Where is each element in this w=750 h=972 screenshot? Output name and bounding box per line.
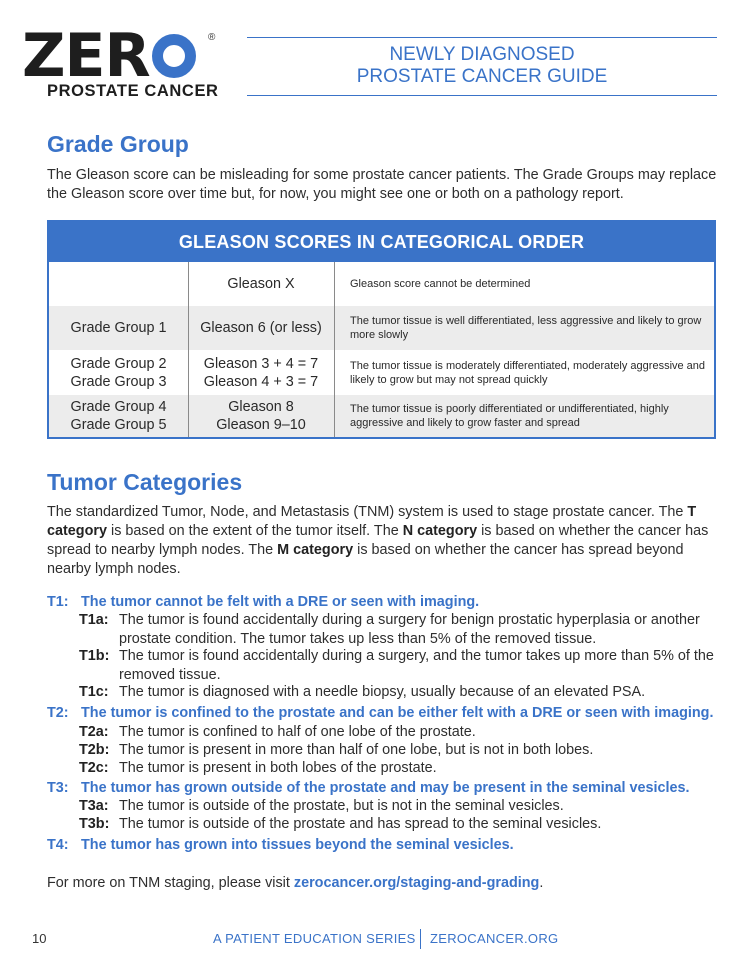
gleason-cell: Gleason 3 + 4 = 7 Gleason 4 + 3 = 7	[203, 355, 319, 390]
footer-series: A PATIENT EDUCATION SERIES	[213, 931, 416, 946]
description-cell: The tumor tissue is moderately differentiated, moderately aggressive and likely to grow but may not spread quickly	[350, 359, 706, 386]
t3b-text: The tumor is outside of the prostate and has spread to the seminal vesicles.	[119, 816, 602, 832]
t2b-text: The tumor is present in more than half of one lobe, but is not in both lobes.	[119, 742, 594, 758]
t-category-term: T category	[47, 504, 697, 539]
logo-word: ZER	[22, 21, 150, 91]
grade-cell: Grade Group 1	[70, 320, 167, 336]
t2c-label: T2c:	[79, 760, 109, 776]
t1c-label: T1c:	[79, 684, 109, 700]
gleason-cell: Gleason 8 Gleason 9–10	[216, 399, 306, 433]
description-cell: Gleason score cannot be determined	[350, 278, 531, 290]
gleason-cell: Gleason 6 (or less)	[200, 320, 322, 336]
logo-subtitle: PROSTATE CANCER	[47, 82, 219, 100]
registered-mark: ®	[208, 32, 216, 43]
grade-cell	[49, 262, 188, 306]
t2-label: T2:	[47, 705, 69, 721]
t4-text: The tumor has grown into tissues beyond the seminal vesicles.	[81, 837, 514, 853]
t3a-text: The tumor is outside of the prostate, but is not in the seminal vesicles.	[119, 798, 564, 814]
staging-link[interactable]: zerocancer.org/staging-and-grading	[293, 875, 540, 891]
guide-title	[247, 44, 717, 88]
t3-item	[47, 780, 727, 796]
t1-label: T1:	[47, 594, 69, 610]
table-row	[49, 306, 714, 350]
guide-title-line1: NEWLY DIAGNOSED	[389, 44, 575, 65]
footer-divider	[420, 929, 421, 949]
t1-item	[47, 594, 727, 610]
gleason-cell: Gleason X	[227, 276, 295, 292]
header-bottom-rule	[247, 95, 717, 96]
page-number: 10	[32, 931, 47, 946]
t1a-label: T1a:	[79, 612, 109, 628]
t1b-text: The tumor is found accidentally during a surgery, and the tumor takes up more than 5% of the removed tissue.	[119, 648, 714, 683]
column-divider	[334, 262, 335, 437]
t2b-item	[79, 741, 719, 760]
t2a-item	[79, 723, 719, 742]
t1a-item	[79, 611, 719, 648]
t3a-item	[79, 797, 719, 816]
gleason-table	[47, 220, 716, 439]
t2b-label: T2b:	[79, 742, 110, 758]
t2c-text: The tumor is present in both lobes of the prostate.	[119, 760, 437, 776]
column-divider	[188, 262, 189, 437]
t1c-text: The tumor is diagnosed with a needle biopsy, usually because of an elevated PSA.	[119, 684, 646, 700]
t2-item	[47, 705, 727, 721]
t1b-label: T1b:	[79, 648, 110, 664]
logo	[22, 21, 196, 91]
t4-item	[47, 837, 727, 853]
tumor-categories-heading: Tumor Categories	[47, 469, 243, 495]
header-top-rule	[247, 37, 717, 38]
more-info-line: For more on TNM staging, please visit zerocancer.org/staging-and-grading.	[47, 875, 544, 891]
t2a-label: T2a:	[79, 724, 109, 740]
footer-site: ZEROCANCER.ORG	[430, 931, 559, 946]
t1-text: The tumor cannot be felt with a DRE or seen with imaging.	[81, 594, 480, 610]
table-title: GLEASON SCORES IN CATEGORICAL ORDER	[49, 222, 714, 262]
n-category-term: N category	[402, 523, 478, 539]
t4-label: T4:	[47, 837, 69, 853]
guide-title-line2: PROSTATE CANCER GUIDE	[356, 66, 608, 87]
t1a-text: The tumor is found accidentally during a surgery for benign prostatic hyperplasia or another prostate condition. The tumor takes up less than 5% of the removed tissue.	[119, 612, 700, 647]
description-cell: The tumor tissue is poorly differentiated or undifferentiated, highly aggressive and likely to grow faster and spread	[350, 403, 669, 429]
t2c-item	[79, 759, 719, 778]
table-row	[49, 262, 714, 306]
t2a-text: The tumor is confined to half of one lobe of the prostate.	[119, 724, 476, 740]
t3-label: T3:	[47, 780, 69, 796]
table-row	[49, 350, 714, 395]
t3a-label: T3a:	[79, 798, 109, 814]
t1b-item	[79, 647, 719, 684]
t2-text: The tumor is confined to the prostate and can be either felt with a DRE or seen with imaging.	[81, 705, 714, 721]
table-row	[49, 395, 714, 437]
t3b-item	[79, 815, 719, 834]
t3b-label: T3b:	[79, 816, 110, 832]
grade-group-intro: The Gleason score can be misleading for some prostate cancer patients. The Grade Groups may replace the Gleason score over time but, for now, you might see one or both on a pathology report.	[47, 167, 717, 202]
grade-cell: Grade Group 4 Grade Group 5	[70, 399, 167, 433]
m-category-term: M category	[277, 542, 354, 558]
logo-o-ring-icon	[152, 34, 196, 78]
t1c-item	[79, 683, 719, 702]
grade-cell: Grade Group 2 Grade Group 3	[70, 355, 167, 390]
grade-group-heading: Grade Group	[47, 131, 189, 157]
description-cell: The tumor tissue is well differentiated, less aggressive and likely to grow more slowly	[350, 315, 702, 341]
t3-text: The tumor has grown outside of the prostate and may be present in the seminal vesicles.	[81, 780, 690, 796]
tumor-categories-intro: The standardized Tumor, Node, and Metastasis (TNM) system is used to stage prostate cancer. The T category is based on the extent of the tumor itself. The N category is based on whether the cancer has spread to nearby lymph nodes. The M category is based on whether the cancer has spread beyond nearby lymph nodes.	[47, 504, 709, 577]
